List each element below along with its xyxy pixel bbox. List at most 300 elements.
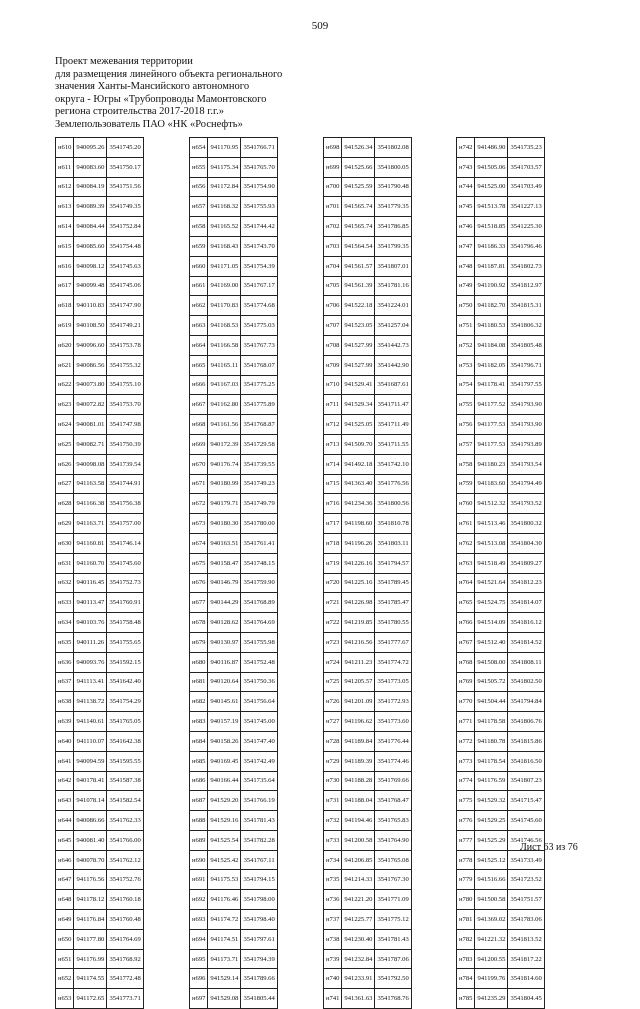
point-id-cell: н701 [324,197,342,217]
x-coordinate-cell: 940176.74 [208,454,241,474]
x-coordinate-cell: 941174.51 [208,929,241,949]
y-coordinate-cell: 3541790.48 [375,177,411,197]
y-coordinate-cell: 3541745.06 [107,276,143,296]
table-row [56,296,144,316]
table-row [324,652,412,672]
x-coordinate-cell: 941180.23 [475,454,508,474]
y-coordinate-cell: 3541762.33 [107,811,143,831]
table-row [56,197,144,217]
x-coordinate-cell: 940073.80 [74,375,107,395]
y-coordinate-cell: 3541767.11 [241,850,277,870]
document-header [55,56,335,132]
y-coordinate-cell: 3541224.01 [375,296,411,316]
table-row [324,929,412,949]
point-id-cell: н667 [190,395,208,415]
x-coordinate-cell: 941198.60 [342,514,375,534]
x-coordinate-cell: 941188.28 [342,771,375,791]
x-coordinate-cell: 941177.53 [475,415,508,435]
y-coordinate-cell: 3541750.39 [107,434,143,454]
point-id-cell: н648 [56,890,74,910]
table-row [190,157,278,177]
y-coordinate-cell: 3541808.11 [508,652,544,672]
table-row [324,474,412,494]
y-coordinate-cell: 3541442.90 [375,355,411,375]
point-id-cell: н768 [457,652,475,672]
point-id-cell: н774 [457,771,475,791]
point-id-cell: н745 [457,197,475,217]
point-id-cell: н635 [56,632,74,652]
x-coordinate-cell: 940179.71 [208,494,241,514]
point-id-cell: н666 [190,375,208,395]
x-coordinate-cell: 941176.99 [74,949,107,969]
table-row [190,533,278,553]
y-coordinate-cell: 3541807.23 [508,771,544,791]
coordinate-table [456,137,545,1009]
y-coordinate-cell: 3541762.12 [107,850,143,870]
table-row [457,771,545,791]
table-row [190,870,278,890]
point-id-cell: н621 [56,355,74,375]
point-id-cell: н725 [324,672,342,692]
x-coordinate-cell: 941177.53 [475,434,508,454]
x-coordinate-cell: 941176.46 [208,890,241,910]
point-id-cell: н645 [56,830,74,850]
y-coordinate-cell: 3541798.00 [241,890,277,910]
table-row [190,811,278,831]
point-id-cell: н630 [56,533,74,553]
table-row [457,949,545,969]
y-coordinate-cell: 3541793.90 [508,395,544,415]
table-row [324,256,412,276]
x-coordinate-cell: 941529.25 [475,811,508,831]
table-row [190,830,278,850]
point-id-cell: н694 [190,929,208,949]
point-id-cell: н720 [324,573,342,593]
x-coordinate-cell: 941162.80 [208,395,241,415]
y-coordinate-cell: 3541779.35 [375,197,411,217]
y-coordinate-cell: 3541785.47 [375,593,411,613]
x-coordinate-cell: 941140.61 [74,712,107,732]
point-id-cell: н765 [457,593,475,613]
point-id-cell: н702 [324,217,342,237]
x-coordinate-cell: 940120.64 [208,672,241,692]
table-row [324,197,412,217]
point-id-cell: н763 [457,553,475,573]
point-id-cell: н634 [56,613,74,633]
x-coordinate-cell: 940084.44 [74,217,107,237]
y-coordinate-cell: 3541756.64 [241,692,277,712]
x-coordinate-cell: 941529.20 [208,791,241,811]
y-coordinate-cell: 3541754.90 [241,177,277,197]
table-row [457,316,545,336]
table-row [56,969,144,989]
x-coordinate-cell: 941188.04 [342,791,375,811]
point-id-cell: н740 [324,969,342,989]
table-row [457,434,545,454]
y-coordinate-cell: 3541793.54 [508,454,544,474]
table-row [324,236,412,256]
x-coordinate-cell: 941565.74 [342,217,375,237]
y-coordinate-cell: 3541794.49 [508,474,544,494]
y-coordinate-cell: 3541768.47 [375,791,411,811]
y-coordinate-cell: 3541812.97 [508,276,544,296]
y-coordinate-cell: 3541739.55 [241,454,277,474]
x-coordinate-cell: 941178.58 [475,712,508,732]
coordinate-table [189,137,278,1009]
table-row [324,573,412,593]
point-id-cell: н718 [324,533,342,553]
point-id-cell: н752 [457,335,475,355]
table-row [457,256,545,276]
table-row [190,375,278,395]
point-id-cell: н779 [457,870,475,890]
point-id-cell: н780 [457,890,475,910]
y-coordinate-cell: 3541755.98 [241,632,277,652]
table-row [324,613,412,633]
y-coordinate-cell: 3541767.73 [241,335,277,355]
x-coordinate-cell: 940093.76 [74,652,107,672]
x-coordinate-cell: 940169.45 [208,751,241,771]
table-row [457,217,545,237]
x-coordinate-cell: 941527.99 [342,355,375,375]
y-coordinate-cell: 3541767.30 [375,870,411,890]
x-coordinate-cell: 941182.70 [475,296,508,316]
table-row [457,494,545,514]
x-coordinate-cell: 941205.57 [342,672,375,692]
y-coordinate-cell: 3541711.47 [375,395,411,415]
table-row [324,672,412,692]
x-coordinate-cell: 941165.11 [208,355,241,375]
table-row [56,533,144,553]
table-row [457,652,545,672]
x-coordinate-cell: 941564.54 [342,236,375,256]
point-id-cell: н623 [56,395,74,415]
table-row [457,731,545,751]
y-coordinate-cell: 3541642.38 [107,731,143,751]
table-row [324,949,412,969]
y-coordinate-cell: 3541796.46 [508,236,544,256]
x-coordinate-cell: 941160.81 [74,533,107,553]
y-coordinate-cell: 3541715.47 [508,791,544,811]
table-row [457,177,545,197]
table-row [56,791,144,811]
header-line: Землепользователь ПАО «НК «Роснефть» [55,118,243,130]
point-id-cell: н767 [457,632,475,652]
x-coordinate-cell: 941180.78 [475,731,508,751]
point-id-cell: н699 [324,157,342,177]
x-coordinate-cell: 941525.00 [475,177,508,197]
table-row [190,692,278,712]
point-id-cell: н777 [457,830,475,850]
y-coordinate-cell: 3541777.67 [375,632,411,652]
x-coordinate-cell: 940095.26 [74,138,107,158]
y-coordinate-cell: 3541749.23 [241,474,277,494]
table-row [56,553,144,573]
point-id-cell: н674 [190,533,208,553]
y-coordinate-cell: 3541781.43 [241,811,277,831]
table-row [56,890,144,910]
point-id-cell: н622 [56,375,74,395]
point-id-cell: н748 [457,256,475,276]
table-row [324,791,412,811]
point-id-cell: н650 [56,929,74,949]
table-row [56,870,144,890]
y-coordinate-cell: 3541765.70 [241,157,277,177]
y-coordinate-cell: 3541745.60 [107,553,143,573]
point-id-cell: н610 [56,138,74,158]
x-coordinate-cell: 940083.60 [74,157,107,177]
point-id-cell: н756 [457,415,475,435]
y-coordinate-cell: 3541753.70 [107,395,143,415]
point-id-cell: н686 [190,771,208,791]
x-coordinate-cell: 940128.62 [208,613,241,633]
point-id-cell: н749 [457,276,475,296]
x-coordinate-cell: 941177.80 [74,929,107,949]
point-id-cell: н632 [56,573,74,593]
point-id-cell: н769 [457,672,475,692]
y-coordinate-cell: 3541806.32 [508,316,544,336]
point-id-cell: н776 [457,811,475,831]
y-coordinate-cell: 3541769.66 [375,771,411,791]
x-coordinate-cell: 941225.77 [342,910,375,930]
x-coordinate-cell: 941505.06 [475,157,508,177]
table-row [190,949,278,969]
y-coordinate-cell: 3541703.57 [508,157,544,177]
y-coordinate-cell: 3541797.55 [508,375,544,395]
y-coordinate-cell: 3541816.50 [508,751,544,771]
table-row [324,296,412,316]
table-row [324,355,412,375]
header-line: для размещения линейного объекта регионального [55,68,283,80]
table-row [457,514,545,534]
table-row [190,415,278,435]
y-coordinate-cell: 3541752.76 [107,870,143,890]
x-coordinate-cell: 940178.41 [74,771,107,791]
point-id-cell: н636 [56,652,74,672]
x-coordinate-cell: 941508.00 [475,652,508,672]
y-coordinate-cell: 3541773.60 [375,712,411,732]
x-coordinate-cell: 941110.07 [74,731,107,751]
x-coordinate-cell: 941174.72 [208,910,241,930]
point-id-cell: н708 [324,335,342,355]
table-row [56,910,144,930]
y-coordinate-cell: 3541750.36 [241,672,277,692]
table-row [56,929,144,949]
point-id-cell: н660 [190,256,208,276]
y-coordinate-cell: 3541813.52 [508,929,544,949]
x-coordinate-cell: 941513.78 [475,197,508,217]
point-id-cell: н705 [324,276,342,296]
x-coordinate-cell: 941177.52 [475,395,508,415]
point-id-cell: н637 [56,672,74,692]
y-coordinate-cell: 3541743.70 [241,236,277,256]
table-row [457,395,545,415]
point-id-cell: н640 [56,731,74,751]
table-row [324,712,412,732]
y-coordinate-cell: 3541751.57 [508,890,544,910]
x-coordinate-cell: 941525.42 [208,850,241,870]
point-id-cell: н711 [324,395,342,415]
x-coordinate-cell: 941171.05 [208,256,241,276]
point-id-cell: н778 [457,850,475,870]
point-id-cell: н723 [324,632,342,652]
point-id-cell: н735 [324,870,342,890]
table-row [457,375,545,395]
x-coordinate-cell: 941163.71 [74,514,107,534]
y-coordinate-cell: 3541774.68 [241,296,277,316]
point-id-cell: н785 [457,989,475,1009]
table-row [324,375,412,395]
y-coordinate-cell: 3541735.64 [241,771,277,791]
point-id-cell: н639 [56,712,74,732]
point-id-cell: н728 [324,731,342,751]
x-coordinate-cell: 941486.90 [475,138,508,158]
table-row [190,731,278,751]
y-coordinate-cell: 3541745.60 [508,811,544,831]
table-row [324,731,412,751]
table-row [56,157,144,177]
point-id-cell: н617 [56,276,74,296]
point-id-cell: н668 [190,415,208,435]
point-id-cell: н744 [457,177,475,197]
table-row [190,177,278,197]
x-coordinate-cell: 941169.00 [208,276,241,296]
y-coordinate-cell: 3541753.78 [107,335,143,355]
table-row [56,276,144,296]
y-coordinate-cell: 3541794.15 [241,870,277,890]
x-coordinate-cell: 941196.62 [342,712,375,732]
table-row [190,929,278,949]
point-id-cell: н700 [324,177,342,197]
x-coordinate-cell: 940116.87 [208,652,241,672]
table-row [56,514,144,534]
x-coordinate-cell: 940085.60 [74,236,107,256]
point-id-cell: н784 [457,969,475,989]
x-coordinate-cell: 941174.55 [74,969,107,989]
table-row [324,989,412,1009]
table-row [56,454,144,474]
table-row [457,335,545,355]
y-coordinate-cell: 3541227.13 [508,197,544,217]
point-id-cell: н615 [56,236,74,256]
y-coordinate-cell: 3541765.08 [375,850,411,870]
x-coordinate-cell: 941529.14 [208,969,241,989]
table-row [324,850,412,870]
table-row [56,494,144,514]
y-coordinate-cell: 3541225.30 [508,217,544,237]
table-row [457,296,545,316]
table-row [457,533,545,553]
point-id-cell: н758 [457,454,475,474]
y-coordinate-cell: 3541814.52 [508,632,544,652]
y-coordinate-cell: 3541754.29 [107,692,143,712]
point-id-cell: н773 [457,751,475,771]
x-coordinate-cell: 940146.79 [208,573,241,593]
point-id-cell: н683 [190,712,208,732]
y-coordinate-cell: 3541768.07 [241,355,277,375]
x-coordinate-cell: 940158.26 [208,731,241,751]
y-coordinate-cell: 3541803.11 [375,533,411,553]
y-coordinate-cell: 3541787.06 [375,949,411,969]
table-row [457,989,545,1009]
y-coordinate-cell: 3541752.84 [107,217,143,237]
point-id-cell: н618 [56,296,74,316]
x-coordinate-cell: 941518.49 [475,553,508,573]
table-row [457,415,545,435]
y-coordinate-cell: 3541810.78 [375,514,411,534]
point-id-cell: н719 [324,553,342,573]
y-coordinate-cell: 3541760.48 [107,910,143,930]
y-coordinate-cell: 3541774.46 [375,751,411,771]
point-id-cell: н629 [56,514,74,534]
y-coordinate-cell: 3541582.54 [107,791,143,811]
y-coordinate-cell: 3541804.30 [508,533,544,553]
header-line: значения Ханты-Мансийского автономного [55,81,250,93]
point-id-cell: н625 [56,434,74,454]
y-coordinate-cell: 3541798.40 [241,910,277,930]
y-coordinate-cell: 3541764.90 [375,830,411,850]
y-coordinate-cell: 3541765.83 [375,811,411,831]
point-id-cell: н726 [324,692,342,712]
table-row [457,929,545,949]
point-id-cell: н653 [56,989,74,1009]
x-coordinate-cell: 941500.58 [475,890,508,910]
table-row [190,751,278,771]
x-coordinate-cell: 941175.53 [208,870,241,890]
table-row [457,553,545,573]
point-id-cell: н742 [457,138,475,158]
point-id-cell: н733 [324,830,342,850]
y-coordinate-cell: 3541729.58 [241,434,277,454]
table-row [190,316,278,336]
table-row [190,296,278,316]
point-id-cell: н750 [457,296,475,316]
point-id-cell: н724 [324,652,342,672]
point-id-cell: н770 [457,692,475,712]
x-coordinate-cell: 940157.19 [208,712,241,732]
table-row [190,553,278,573]
table-row [190,969,278,989]
x-coordinate-cell: 941176.56 [74,870,107,890]
table-row [190,613,278,633]
table-row [190,335,278,355]
table-row [324,969,412,989]
point-id-cell: н624 [56,415,74,435]
x-coordinate-cell: 941509.70 [342,434,375,454]
y-coordinate-cell: 3541733.49 [508,850,544,870]
y-coordinate-cell: 3541735.23 [508,138,544,158]
table-row [56,989,144,1009]
table-row [56,375,144,395]
y-coordinate-cell: 3541806.76 [508,712,544,732]
x-coordinate-cell: 940180.30 [208,514,241,534]
y-coordinate-cell: 3541800.32 [508,514,544,534]
table-row [324,553,412,573]
point-id-cell: н651 [56,949,74,969]
x-coordinate-cell: 941160.70 [74,553,107,573]
point-id-cell: н690 [190,850,208,870]
x-coordinate-cell: 940103.76 [74,613,107,633]
table-row [457,157,545,177]
point-id-cell: н783 [457,949,475,969]
x-coordinate-cell: 940081.01 [74,415,107,435]
table-row [324,533,412,553]
x-coordinate-cell: 941200.58 [342,830,375,850]
table-row [190,474,278,494]
table-row [457,138,545,158]
table-row [457,236,545,256]
x-coordinate-cell: 941529.41 [342,375,375,395]
